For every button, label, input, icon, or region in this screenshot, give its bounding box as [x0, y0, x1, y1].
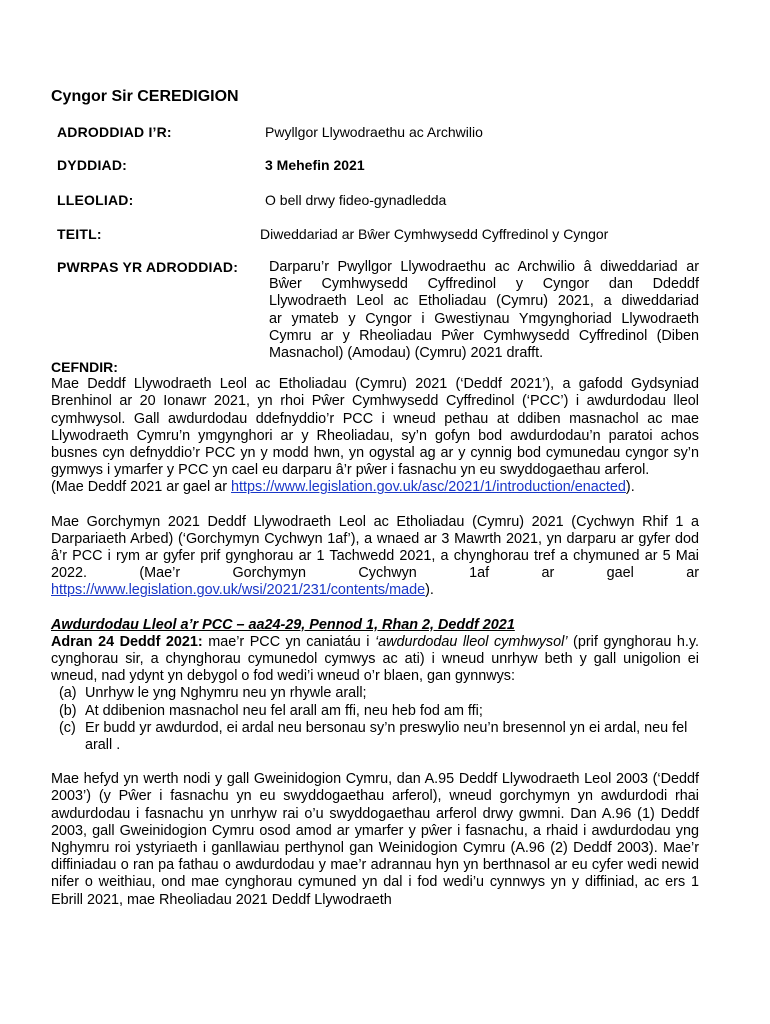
section-lead-text: mae’r PCC yn caniatáu i: [202, 633, 375, 650]
list-item-mark: (b): [59, 702, 77, 719]
purpose-line: Llywodraeth Leol ac Etholiadau (Cymru) 2021, a diweddariad: [269, 293, 699, 310]
section-lead-text-2: (prif gynghorau h.y. cynghorau sir, a chynghorau cymunedol cymwys ac ati) i wneud unrhyw beth y gall unigolion ei wneud, nad ydynt yn debygol o fod wedi’i wneud o’r blaen, gan gynnwys:: [51, 633, 699, 685]
section-heading: Awdurdodau Lleol a’r PCC – aa24-29, Pennod 1, Rhan 2, Deddf 2021: [51, 616, 515, 633]
subject-title-value: Diweddariad ar Bŵer Cymhwysedd Cyffredinol y Cyngor: [260, 226, 609, 242]
background-heading: CEFNDIR:: [51, 359, 118, 375]
background-section: [51, 359, 699, 909]
commencement-paragraph: [51, 514, 699, 600]
list-item: [51, 703, 699, 720]
purpose-label: PWRPAS YR ADRODDIAD:: [57, 259, 239, 275]
list-item-text: At ddibenion masnachol neu fel arall am ffi, neu heb fod am ffi;: [85, 702, 483, 719]
background-paragraph: Mae Deddf Llywodraeth Leol ac Etholiadau (Cymru) 2021 (‘Deddf 2021’), a gafodd Gydsyniad Brenhinol ar 20 Ionawr 2021, yn rhoi Pŵer Cymhwysedd Cyffredinol (‘PCC’) i awdurdodau lleol cymhwysol. Gall awdurdodau ddefnyddio’r PCC i wneud pethau at ddiben masnachol ac mae Llywodraeth Cymru’n ymgynghori ar y Rheoliadau, sy’n gofyn bod awdurdodau’n paratoi achos busnes cyn defnyddio’r PCC yn y modd hwn, yn ogystal ag ar y cynnig bod cymunedau cyngor sy’n gymwys i ymarfer y PCC yn cael eu darparu â’r pŵer i fasnachu yn eu swyddogaethau arferol.: [51, 376, 699, 479]
location-value: O bell drwy fideo-gynadledda: [265, 192, 447, 208]
purpose-line: Darparu’r Pwyllgor Llywodraethu ac Archwilio â diweddariad ar: [269, 259, 699, 275]
section-lead-bold: Adran 24 Deddf 2021:: [51, 633, 203, 650]
report-to-label: ADRODDIAD I’R:: [57, 124, 172, 140]
purpose-line: ar ymateb y Cyngor i Gwestiynau Ymgynghoriad Llywodraeth: [269, 310, 699, 327]
subject-title-label: TEITL:: [57, 226, 102, 242]
purpose-line: Bŵer Cymhwysedd Cyffredinol y Cyngor dan Ddeddf: [269, 276, 699, 293]
section-lead-italic: ‘awdurdodau lleol cymhwysol’: [374, 633, 568, 650]
powers-list: [51, 685, 699, 754]
commencement-text: Mae Gorchymyn 2021 Deddf Llywodraeth Leol ac Etholiadau (Cymru) 2021 (Cychwyn Rhif 1 a Darpariaeth Arbed) (‘Gorchymyn Cychwyn 1af’), a wnaed ar 3 Mawrth 2021, yn darparu ar gyfer dod â’r PCC i rym ar gyfer prif gynghorau ar 1 Tachwedd 2021, a chynghorau tref a chymuned ar 5 Mai 2022. (Mae’r Gorchymyn Cychwyn 1af ar gael ar: [51, 513, 699, 582]
list-item-mark: (c): [59, 719, 76, 736]
list-item-text: Er budd yr awdurdod, ei ardal neu bersonau sy’n preswylio neu’n bresennol yn ei ardal, neu fel arall .: [85, 719, 688, 754]
note-suffix: ).: [625, 479, 635, 496]
purpose-line: Masnachol) (Amodau) (Cymru) 2021 drafft.: [269, 345, 544, 362]
purpose-line: Cymru ar y Rheoliadau Pŵer Cymhwysedd Cyffredinol (Diben: [269, 327, 699, 344]
date-value: 3 Mehefin 2021: [265, 157, 365, 173]
purpose-value: [269, 259, 699, 362]
note-prefix: (Mae Deddf 2021 ar gael ar: [51, 479, 231, 496]
background-note: [51, 479, 699, 496]
commencement-suffix: ).: [425, 582, 434, 599]
list-item: [51, 685, 699, 702]
commencement-order-link[interactable]: https://www.legislation.gov.uk/wsi/2021/231/contents/made: [51, 582, 426, 599]
council-title: Cyngor Sir CEREDIGION: [51, 88, 239, 105]
legislation-act-link[interactable]: https://www.legislation.gov.uk/asc/2021/1/introduction/enacted: [231, 479, 626, 496]
list-item-mark: (a): [59, 685, 77, 702]
list-item-text: Unrhyw le yng Nghymru neu yn rhywle arall;: [85, 685, 367, 702]
section-lead-paragraph: [51, 634, 699, 686]
list-item: [51, 720, 699, 754]
trading-power-paragraph: Mae hefyd yn werth nodi y gall Gweinidogion Cymru, dan A.95 Deddf Llywodraeth Leol 2003 (‘Deddf 2003’) (y Pŵer i fasnachu yn eu swyddogaethau arferol), wneud gorchymyn yn awdurdodi rhai awdurdodau i fasnachu yn unrhyw rai o’u swyddogaethau arferol drwy gwmni. Dan A.96 (1) Deddf 2003, gall Gweinidogion Cymru osod amod ar ymarfer y pŵer i fasnachu, a rhaid i awdurdodau yng Nghymru roi ystyriaeth i ganllawiau perthynol gan Weinidogion Cymru (A.96 (2) Deddf 2003). Mae’r diffiniadau o ran pa fathau o awdurdodau y mae’r adrannau hyn yn berthnasol ar eu cyfer wedi newid nifer o weithiau, ond mae cynghorau cymuned yn dal i fod wedi’u cynnwys yn y diffiniad, ac ers 1 Ebrill 2021, mae Rheoliadau 2021 Deddf Llywodraeth: [51, 771, 699, 908]
date-label: DYDDIAD:: [57, 157, 128, 173]
report-to-value: Pwyllgor Llywodraethu ac Archwilio: [265, 124, 483, 140]
location-label: LLEOLIAD:: [57, 192, 134, 208]
